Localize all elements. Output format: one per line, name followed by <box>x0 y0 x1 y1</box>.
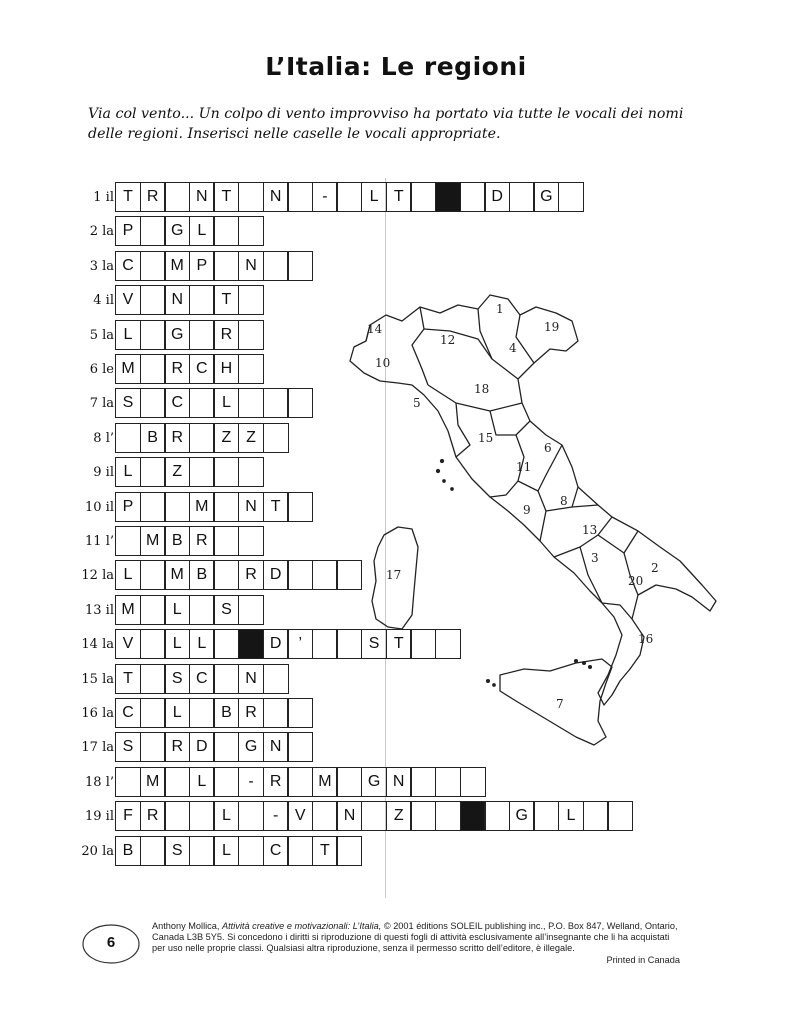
letter-cell: P <box>115 492 141 522</box>
page-number: 6 <box>106 934 116 951</box>
region-label: 8 <box>560 494 568 508</box>
letter-cell: - <box>263 801 289 831</box>
row-cells <box>115 595 264 625</box>
vowel-input-cell[interactable] <box>238 320 264 350</box>
letter-cell: ’ <box>287 629 313 659</box>
region-label: 7 <box>556 697 564 711</box>
vowel-input-cell[interactable] <box>164 492 190 522</box>
letter-cell: T <box>312 836 338 866</box>
vowel-input-cell[interactable] <box>189 801 215 831</box>
row-number: 14 la <box>81 637 114 653</box>
vowel-input-cell[interactable] <box>140 388 166 418</box>
row-number: 13 il <box>85 602 114 618</box>
letter-cell: - <box>238 767 264 797</box>
vowel-input-cell[interactable] <box>115 767 141 797</box>
vowel-input-cell[interactable] <box>140 457 166 487</box>
letter-cell: F <box>115 801 141 831</box>
letter-cell: T <box>386 629 412 659</box>
letter-cell: V <box>115 629 141 659</box>
letter-cell: S <box>115 388 141 418</box>
vowel-input-cell[interactable] <box>607 801 633 831</box>
vowel-input-cell[interactable] <box>140 320 166 350</box>
letter-cell: G <box>533 182 559 212</box>
vowel-input-cell[interactable] <box>213 492 239 522</box>
row-cells <box>115 526 264 556</box>
letter-cell: R <box>164 732 190 762</box>
vowel-input-cell[interactable] <box>140 216 166 246</box>
row-cells <box>115 732 313 762</box>
letter-cell: V <box>115 285 141 315</box>
letter-cell: N <box>238 251 264 281</box>
row-number: 19 il <box>85 809 114 825</box>
letter-cell: B <box>140 423 166 453</box>
vowel-input-cell[interactable] <box>140 492 166 522</box>
letter-cell: C <box>115 698 141 728</box>
vowel-input-cell[interactable] <box>287 732 313 762</box>
letter-cell: - <box>312 182 338 212</box>
vowel-input-cell[interactable] <box>287 767 313 797</box>
vowel-input-cell[interactable] <box>287 251 313 281</box>
letter-cell: L <box>164 595 190 625</box>
vowel-input-cell[interactable] <box>140 836 166 866</box>
region-label: 1 <box>496 302 504 316</box>
vowel-input-cell[interactable] <box>140 354 166 384</box>
vowel-input-cell[interactable] <box>164 767 190 797</box>
row-cells <box>115 836 362 866</box>
letter-cell: Z <box>213 423 239 453</box>
vowel-input-cell[interactable] <box>410 767 436 797</box>
vowel-input-cell[interactable] <box>238 354 264 384</box>
vowel-input-cell[interactable] <box>213 560 239 590</box>
letter-cell: M <box>164 560 190 590</box>
vowel-input-cell[interactable] <box>189 285 215 315</box>
letter-cell: T <box>115 664 141 694</box>
letter-cell: T <box>386 182 412 212</box>
vowel-input-cell[interactable] <box>460 182 486 212</box>
row-number: 5 la <box>89 327 114 343</box>
row-number: 12 la <box>81 568 114 584</box>
letter-cell: R <box>164 354 190 384</box>
letter-cell: B <box>189 560 215 590</box>
letter-cell: S <box>164 664 190 694</box>
vowel-input-cell[interactable] <box>189 457 215 487</box>
row-number: 4 il <box>93 293 114 309</box>
vowel-input-cell[interactable] <box>287 388 313 418</box>
vowel-input-cell[interactable] <box>287 492 313 522</box>
letter-cell: L <box>115 457 141 487</box>
letter-cell: H <box>213 354 239 384</box>
vowel-input-cell[interactable] <box>312 560 338 590</box>
letter-cell: L <box>164 629 190 659</box>
letter-cell: B <box>115 836 141 866</box>
row-number: 16 la <box>81 706 114 721</box>
region-label: 17 <box>386 568 402 582</box>
vowel-input-cell[interactable] <box>361 801 387 831</box>
region-label: 14 <box>367 322 383 336</box>
row-cells <box>115 423 289 453</box>
vowel-input-cell[interactable] <box>263 664 289 694</box>
footer-credits <box>152 921 682 954</box>
region-label: 11 <box>516 460 532 474</box>
vowel-input-cell[interactable] <box>287 698 313 728</box>
row-cells <box>115 285 264 315</box>
row-cells <box>115 182 584 212</box>
letter-cell: R <box>164 423 190 453</box>
row-number: 11 l’ <box>85 534 114 549</box>
vowel-input-cell[interactable] <box>189 388 215 418</box>
vowel-input-cell[interactable] <box>287 182 313 212</box>
vowel-input-cell[interactable] <box>558 182 584 212</box>
letter-cell: S <box>164 836 190 866</box>
vowel-input-cell[interactable] <box>115 423 141 453</box>
letter-cell: D <box>189 732 215 762</box>
vowel-input-cell[interactable] <box>435 801 461 831</box>
letter-cell: N <box>238 664 264 694</box>
letter-cell: D <box>263 629 289 659</box>
vowel-input-cell[interactable] <box>336 767 362 797</box>
region-label: 19 <box>544 320 560 334</box>
vowel-input-cell[interactable] <box>484 801 510 831</box>
vowel-input-cell[interactable] <box>583 801 609 831</box>
letter-cell: N <box>336 801 362 831</box>
vowel-input-cell[interactable] <box>238 216 264 246</box>
letter-cell: M <box>115 354 141 384</box>
vowel-input-cell[interactable] <box>509 182 535 212</box>
vowel-input-cell[interactable] <box>213 767 239 797</box>
vowel-input-cell[interactable] <box>460 767 486 797</box>
letter-cell: N <box>238 492 264 522</box>
vowel-input-cell[interactable] <box>263 251 289 281</box>
letter-cell: L <box>189 216 215 246</box>
letter-cell: N <box>263 182 289 212</box>
letter-cell: R <box>189 526 215 556</box>
region-label: 15 <box>478 431 494 445</box>
letter-cell: R <box>263 767 289 797</box>
letter-cell: L <box>213 836 239 866</box>
vowel-input-cell[interactable] <box>189 836 215 866</box>
mainland-outline <box>350 295 716 705</box>
letter-cell: G <box>164 216 190 246</box>
letter-cell: N <box>263 732 289 762</box>
letter-cell: T <box>213 182 239 212</box>
letter-cell: M <box>189 492 215 522</box>
region-label: 13 <box>582 523 598 537</box>
letter-cell: G <box>509 801 535 831</box>
row-number: 8 l’ <box>93 430 114 446</box>
vowel-input-cell[interactable] <box>213 216 239 246</box>
vowel-input-cell[interactable] <box>189 423 215 453</box>
vowel-input-cell[interactable] <box>410 182 436 212</box>
vowel-input-cell[interactable] <box>164 182 190 212</box>
vowel-input-cell[interactable] <box>263 388 289 418</box>
letter-cell: Z <box>164 457 190 487</box>
letter-cell: M <box>140 526 166 556</box>
vowel-input-cell[interactable] <box>287 560 313 590</box>
region-label: 4 <box>509 341 517 355</box>
letter-cell: M <box>140 767 166 797</box>
vowel-input-cell[interactable] <box>238 182 264 212</box>
row-number: 1 il <box>93 190 114 205</box>
row-number: 3 la <box>89 258 114 274</box>
letter-cell: T <box>115 182 141 212</box>
letter-cell: N <box>189 182 215 212</box>
letter-cell: S <box>115 732 141 762</box>
vowel-input-cell[interactable] <box>164 801 190 831</box>
vowel-input-cell[interactable] <box>189 595 215 625</box>
row-cells <box>115 560 362 590</box>
row-cells <box>115 251 313 281</box>
row-cells <box>115 801 633 831</box>
vowel-input-cell[interactable] <box>213 629 239 659</box>
vowel-input-cell[interactable] <box>140 664 166 694</box>
vowel-input-cell[interactable] <box>336 836 362 866</box>
letter-cell: R <box>140 182 166 212</box>
letter-cell: R <box>213 320 239 350</box>
vowel-input-cell[interactable] <box>213 251 239 281</box>
letter-cell: P <box>115 216 141 246</box>
letter-cell: L <box>189 767 215 797</box>
blocked-cell <box>435 182 461 212</box>
footer-book-title: Attività creative e motivazionali: L’Italia, <box>221 921 382 931</box>
vowel-input-cell[interactable] <box>336 182 362 212</box>
row-cells <box>115 320 264 350</box>
vowel-input-cell[interactable] <box>238 457 264 487</box>
row-number: 20 la <box>81 843 114 859</box>
letter-cell: Z <box>386 801 412 831</box>
row-number: 18 l’ <box>85 774 114 790</box>
region-label: 3 <box>591 551 599 565</box>
letter-cell: L <box>213 801 239 831</box>
row-number: 2 la <box>89 224 114 240</box>
vowel-input-cell[interactable] <box>287 836 313 866</box>
vowel-input-cell[interactable] <box>140 251 166 281</box>
letter-cell: N <box>164 285 190 315</box>
region-label: 12 <box>440 333 456 347</box>
vowel-input-cell[interactable] <box>213 732 239 762</box>
letter-cell: Z <box>238 423 264 453</box>
row-number: 7 la <box>89 396 114 412</box>
region-label: 6 <box>544 441 552 455</box>
vowel-input-cell[interactable] <box>140 560 166 590</box>
row-cells <box>115 698 313 728</box>
row-number: 6 le <box>89 362 114 377</box>
letter-cell: V <box>287 801 313 831</box>
letter-cell: T <box>213 285 239 315</box>
letter-cell: C <box>115 251 141 281</box>
letter-cell: G <box>164 320 190 350</box>
row-cells <box>115 492 313 522</box>
letter-cell: T <box>263 492 289 522</box>
vowel-input-cell[interactable] <box>140 285 166 315</box>
row-cells <box>115 388 313 418</box>
vowel-input-cell[interactable] <box>189 698 215 728</box>
letter-cell: R <box>238 698 264 728</box>
letter-cell: C <box>263 836 289 866</box>
instructions: Via col vento... Un colpo di vento improvviso ha portato via tutte le vocali dei nomi delle regioni. Inserisci nelle caselle le vocali appropriate. <box>88 106 684 142</box>
row-cells <box>115 767 486 797</box>
italy-regions-map <box>340 285 720 765</box>
row-cells <box>115 457 264 487</box>
region-label: 2 <box>651 561 659 575</box>
vowel-input-cell[interactable] <box>213 457 239 487</box>
letter-cell: G <box>361 767 387 797</box>
vowel-input-cell[interactable] <box>533 801 559 831</box>
blocked-cell <box>460 801 486 831</box>
footer-author: Anthony Mollica, <box>152 921 220 931</box>
region-label: 20 <box>628 574 644 588</box>
region-label: 9 <box>523 503 531 517</box>
footer-copyright: © 2001 éditions SOLEIL publishing inc., P.O. Box 847, Welland, Ontario, Canada L3B 5Y5. Si concedono i diritti si riproduzione di questi fogli di attività esclusivamente all’insegnante che li ha acquistati per uso nelle proprie classi. Qualsiasi altra riproduzione, senza il permesso scritto dell’editore, è illegale. <box>152 921 678 953</box>
letter-cell: M <box>164 251 190 281</box>
vowel-input-cell[interactable] <box>263 698 289 728</box>
printed-in: Printed in Canada <box>606 955 680 965</box>
region-label: 18 <box>474 382 490 396</box>
letter-cell: L <box>115 560 141 590</box>
letter-cell: S <box>213 595 239 625</box>
vowel-input-cell[interactable] <box>238 388 264 418</box>
letter-cell: B <box>164 526 190 556</box>
letter-cell: L <box>115 320 141 350</box>
row-cells <box>115 216 264 246</box>
vowel-input-cell[interactable] <box>312 801 338 831</box>
letter-cell: R <box>238 560 264 590</box>
letter-cell: P <box>189 251 215 281</box>
vowel-input-cell[interactable] <box>238 836 264 866</box>
letter-cell: R <box>140 801 166 831</box>
row-number: 15 la <box>81 671 114 687</box>
letter-cell: C <box>189 354 215 384</box>
letter-cell: D <box>484 182 510 212</box>
letter-cell: C <box>189 664 215 694</box>
letter-cell: L <box>189 629 215 659</box>
row-number: 17 la <box>81 740 114 756</box>
letter-cell: C <box>164 388 190 418</box>
page-title: L’Italia: Le regioni <box>265 52 527 81</box>
letter-cell: N <box>386 767 412 797</box>
vowel-input-cell[interactable] <box>140 629 166 659</box>
letter-cell: L <box>213 388 239 418</box>
vowel-input-cell[interactable] <box>410 801 436 831</box>
vowel-input-cell[interactable] <box>238 801 264 831</box>
vowel-input-cell[interactable] <box>115 526 141 556</box>
letter-cell: L <box>164 698 190 728</box>
row-number: 9 il <box>93 465 114 481</box>
vowel-input-cell[interactable] <box>213 526 239 556</box>
letter-cell: L <box>361 182 387 212</box>
vowel-input-cell[interactable] <box>140 698 166 728</box>
vowel-input-cell[interactable] <box>140 595 166 625</box>
vowel-input-cell[interactable] <box>189 320 215 350</box>
letter-cell: M <box>115 595 141 625</box>
region-label: 5 <box>413 396 421 410</box>
vowel-input-cell[interactable] <box>213 664 239 694</box>
letter-cell: L <box>558 801 584 831</box>
vowel-input-cell[interactable] <box>238 526 264 556</box>
row-cells <box>115 664 289 694</box>
vowel-input-cell[interactable] <box>140 732 166 762</box>
row-number: 10 il <box>85 499 114 515</box>
letter-cell: G <box>238 732 264 762</box>
vowel-input-cell[interactable] <box>312 629 338 659</box>
letter-cell: M <box>312 767 338 797</box>
letter-cell: D <box>263 560 289 590</box>
blocked-cell <box>238 629 264 659</box>
vowel-input-cell[interactable] <box>263 423 289 453</box>
region-number-labels <box>367 302 659 711</box>
row-cells <box>115 354 264 384</box>
region-label: 16 <box>638 632 654 646</box>
region-label: 10 <box>375 356 391 370</box>
letter-cell: S <box>361 629 387 659</box>
letter-cell: B <box>213 698 239 728</box>
vowel-input-cell[interactable] <box>238 595 264 625</box>
vowel-input-cell[interactable] <box>435 767 461 797</box>
vowel-input-cell[interactable] <box>238 285 264 315</box>
